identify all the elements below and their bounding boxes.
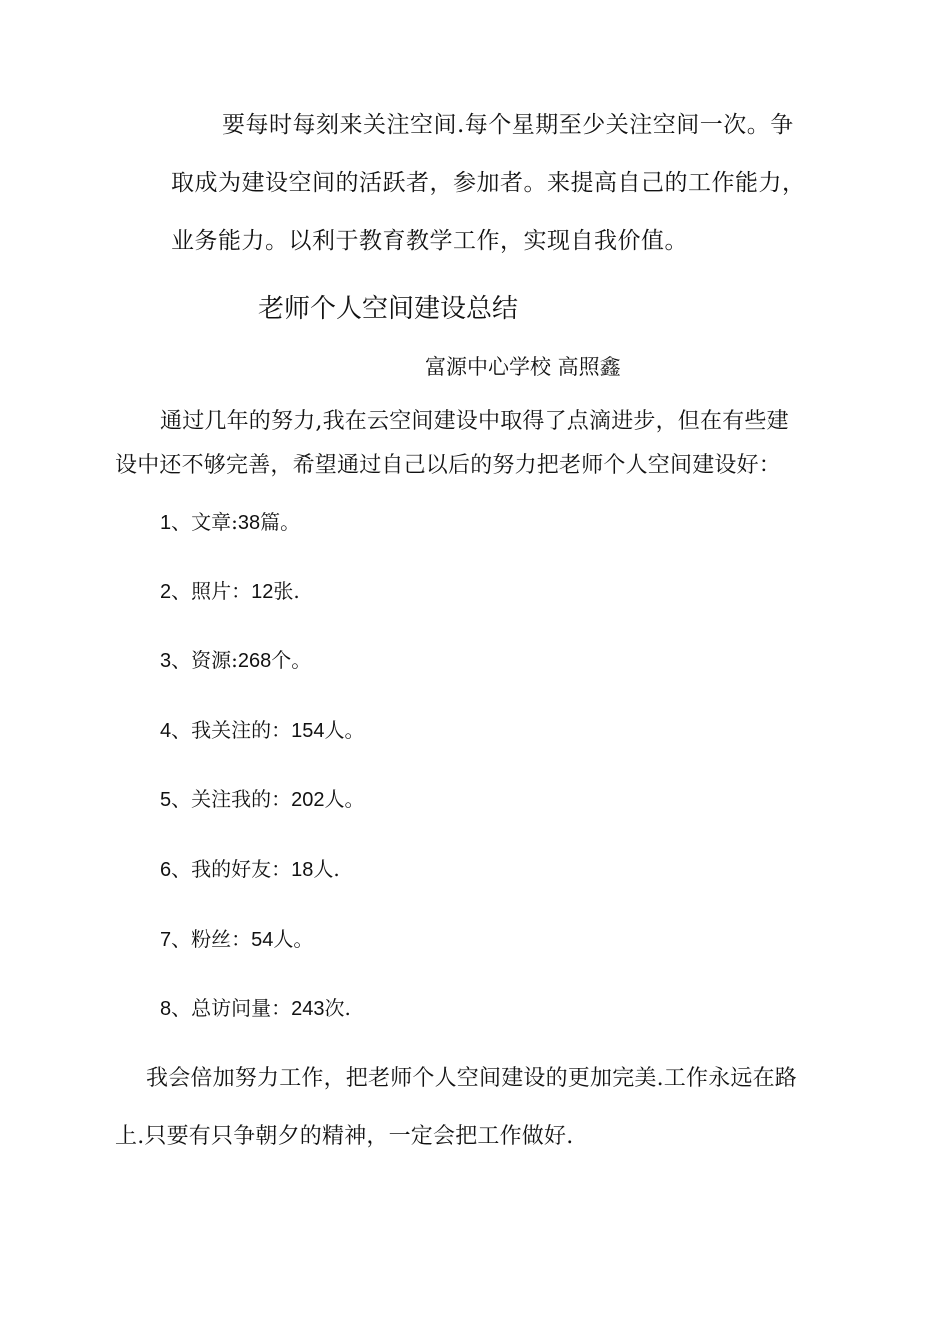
intro-line-1: 要每时每刻来关注空间.每个星期至少关注空间一次。争 (222, 112, 794, 138)
stat-unit: 人。 (324, 787, 365, 811)
body-line-2: 设中还不够完善，希望通过自己以后的努力把老师个人空间建设好： (115, 453, 782, 478)
stat-item-following (160, 716, 365, 745)
stat-number: 1 (160, 512, 172, 534)
stat-separator: 、 (171, 927, 192, 951)
stat-separator: 、 (171, 510, 192, 534)
stat-number: 6 (160, 859, 172, 881)
stat-number: 8 (160, 998, 172, 1020)
stat-label: 照片： (191, 579, 252, 603)
stat-item-resources (160, 646, 311, 675)
stat-item-photos (160, 577, 300, 606)
stat-label: 我的好友： (191, 857, 292, 881)
stat-item-friends (160, 855, 340, 884)
stat-label: 文章: (191, 510, 238, 534)
stat-value: 154 (291, 720, 325, 742)
stat-number: 7 (160, 929, 172, 951)
stat-separator: 、 (171, 648, 192, 672)
intro-line-3: 业务能力。以利于教育教学工作，实现自我价值。 (171, 228, 688, 254)
intro-line-2: 取成为建设空间的活跃者，参加者。来提高自己的工作能力， (171, 170, 806, 196)
document-title: 老师个人空间建设总结 (258, 294, 519, 324)
stat-separator: 、 (171, 996, 192, 1020)
stat-number: 4 (160, 720, 172, 742)
stat-value: 12 (251, 581, 274, 603)
stat-item-fans (160, 925, 313, 954)
closing-line-2: 上.只要有只争朝夕的精神，一定会把工作做好. (115, 1124, 574, 1149)
stat-number: 3 (160, 650, 172, 672)
stat-unit: 个。 (271, 648, 312, 672)
stat-label: 总访问量： (191, 996, 292, 1020)
stat-number: 2 (160, 581, 172, 603)
stat-value: 202 (291, 789, 325, 811)
body-line-1: 通过几年的努力,我在云空间建设中取得了点滴进步，但在有些建 (160, 409, 789, 434)
stat-unit: 人. (313, 857, 340, 881)
stat-unit: 张. (273, 579, 300, 603)
author-byline: 富源中心学校 高照鑫 (425, 355, 621, 379)
stat-separator: 、 (171, 857, 192, 881)
stat-item-articles (160, 508, 300, 537)
stat-number: 5 (160, 789, 172, 811)
stat-unit: 人。 (324, 718, 365, 742)
stat-label: 关注我的： (191, 787, 292, 811)
stat-value: 18 (291, 859, 314, 881)
stat-value: 268 (237, 650, 272, 672)
stat-value: 243 (291, 998, 325, 1020)
stat-value: 38 (237, 512, 261, 534)
stat-separator: 、 (171, 718, 192, 742)
stat-label: 我关注的： (191, 718, 292, 742)
stat-separator: 、 (171, 579, 192, 603)
stat-unit: 篇。 (260, 510, 301, 534)
stat-unit: 人。 (273, 927, 314, 951)
stat-item-total-visits (160, 994, 351, 1023)
stat-unit: 次. (324, 996, 351, 1020)
closing-line-1: 我会倍加努力工作，把老师个人空间建设的更加完美.工作永远在路 (146, 1066, 797, 1091)
stat-label: 资源: (191, 648, 238, 672)
stat-separator: 、 (171, 787, 192, 811)
stat-label: 粉丝： (191, 927, 252, 951)
stat-item-followers (160, 785, 365, 814)
stat-value: 54 (251, 929, 274, 951)
